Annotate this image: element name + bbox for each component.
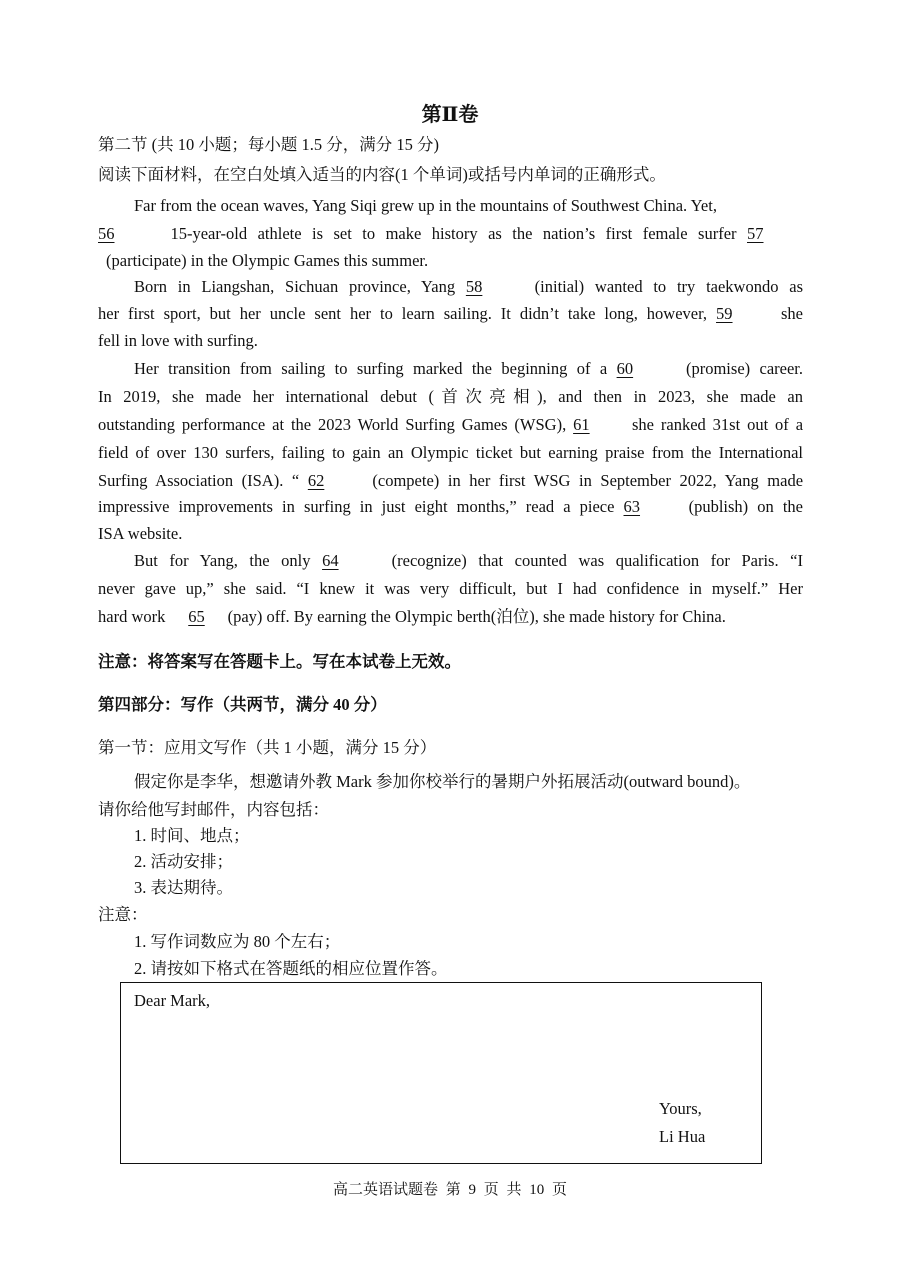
passage-text: 15-year-old athlete is set to make history as the nation’s first female surfer <box>170 224 737 243</box>
passage-text: (recognize) that counted was qualification for Paris. “I <box>391 551 803 570</box>
blank-64: 64 <box>322 551 339 570</box>
letter-closing: Yours, <box>659 1099 702 1118</box>
passage-line: never gave up,” she said. “I knew it was very difficult, but I had confidence in myself.” Her <box>98 579 803 598</box>
passage-text: Born in Liangshan, Sichuan province, Yang <box>134 277 456 296</box>
blank-62: 62 <box>307 471 325 490</box>
passage-text: impressive improvements in surfing in just eight months,” read a piece <box>98 497 615 516</box>
passage-text: she ranked 31st out of a <box>632 415 804 434</box>
part4-heading: 第四部分：写作（共两节，满分 40 分） <box>98 695 387 714</box>
passage-text: (pay) off. By earning the Olympic berth(泊位), she made history for China. <box>227 607 726 626</box>
blank-59: 59 <box>716 304 733 323</box>
passage-text: Her transition from sailing to surfing marked the beginning of a <box>134 359 608 378</box>
passage-line <box>134 355 803 383</box>
requirement-item: 2. 活动安排； <box>134 852 233 871</box>
passage-line <box>98 300 803 328</box>
paper-title: 第Ⅱ卷 <box>421 104 479 126</box>
passage-line <box>98 467 803 495</box>
letter-answer-box <box>120 982 762 1164</box>
passage-text: outstanding performance at the 2023 World Surfing Games (WSG), <box>98 415 567 434</box>
passage-text: (publish) on the <box>688 497 803 516</box>
passage-text: Surfing Association (ISA). “ <box>98 471 300 490</box>
requirement-item: 3. 表达期待。 <box>134 878 233 897</box>
blank-65: 65 <box>188 607 205 626</box>
passage-line <box>98 493 803 521</box>
letter-greeting: Dear Mark, <box>134 991 211 1010</box>
blank-58: 58 <box>465 277 483 296</box>
writing-prompt: 请你给他写封邮件，内容包括： <box>98 800 329 819</box>
passage-text: But for Yang, the only <box>134 551 311 570</box>
blank-60: 60 <box>616 359 634 378</box>
passage-text: (compete) in her first WSG in September 2022, Yang made <box>372 471 804 490</box>
blank-61: 61 <box>573 415 590 434</box>
blank-57: 57 <box>747 224 764 243</box>
passage-line <box>98 603 803 631</box>
passage-text: she <box>781 304 803 323</box>
writing-heading: 第一节：应用文写作（共 1 小题，满分 15 分） <box>98 738 437 757</box>
passage-line: field of over 130 surfers, failing to gain an Olympic ticket but earning praise from the International <box>98 443 803 462</box>
page-footer: 高二英语试题卷 第 9 页 共 10 页 <box>332 1182 567 1198</box>
passage-line: Far from the ocean waves, Yang Siqi grew up in the mountains of Southwest China. Yet, <box>134 196 717 215</box>
requirement-item: 1. 时间、地点； <box>134 826 250 845</box>
blank-63: 63 <box>623 497 641 516</box>
note-label: 注意： <box>98 905 148 924</box>
writing-prompt: 假定你是李华，想邀请外教 Mark 参加你校举行的暑期户外拓展活动(outward bound)。 <box>134 772 751 791</box>
section-heading: 第二节 (共 10 小题；每小题 1.5 分，满分 15 分) <box>98 135 439 154</box>
passage-line: ISA website. <box>98 524 183 543</box>
blank-56: 56 <box>98 224 115 243</box>
passage-line <box>98 220 803 248</box>
letter-signature: Li Hua <box>659 1127 706 1146</box>
passage-line: (participate) in the Olympic Games this summer. <box>106 251 429 270</box>
passage-line <box>134 547 803 575</box>
passage-text: her first sport, but her uncle sent her to learn sailing. It didn’t take long, however, <box>98 304 708 323</box>
passage-text: hard work <box>98 607 166 626</box>
passage-line: In 2019, she made her international debut (首次亮相), and then in 2023, she made an <box>98 387 803 406</box>
passage-line: fell in love with surfing. <box>98 331 258 350</box>
note-item: 2. 请按如下格式在答题纸的相应位置作答。 <box>134 959 448 978</box>
note-item: 1. 写作词数应为 80 个左右； <box>134 932 341 951</box>
passage-text: (promise) career. <box>685 359 804 378</box>
passage-text: (initial) wanted to try taekwondo as <box>534 277 803 296</box>
passage-line <box>98 411 803 439</box>
passage-line <box>134 273 803 301</box>
section-instruction: 阅读下面材料，在空白处填入适当的内容(1 个单词)或括号内单词的正确形式。 <box>98 165 666 184</box>
answer-notice: 注意：将答案写在答题卡上。写在本试卷上无效。 <box>98 652 461 671</box>
